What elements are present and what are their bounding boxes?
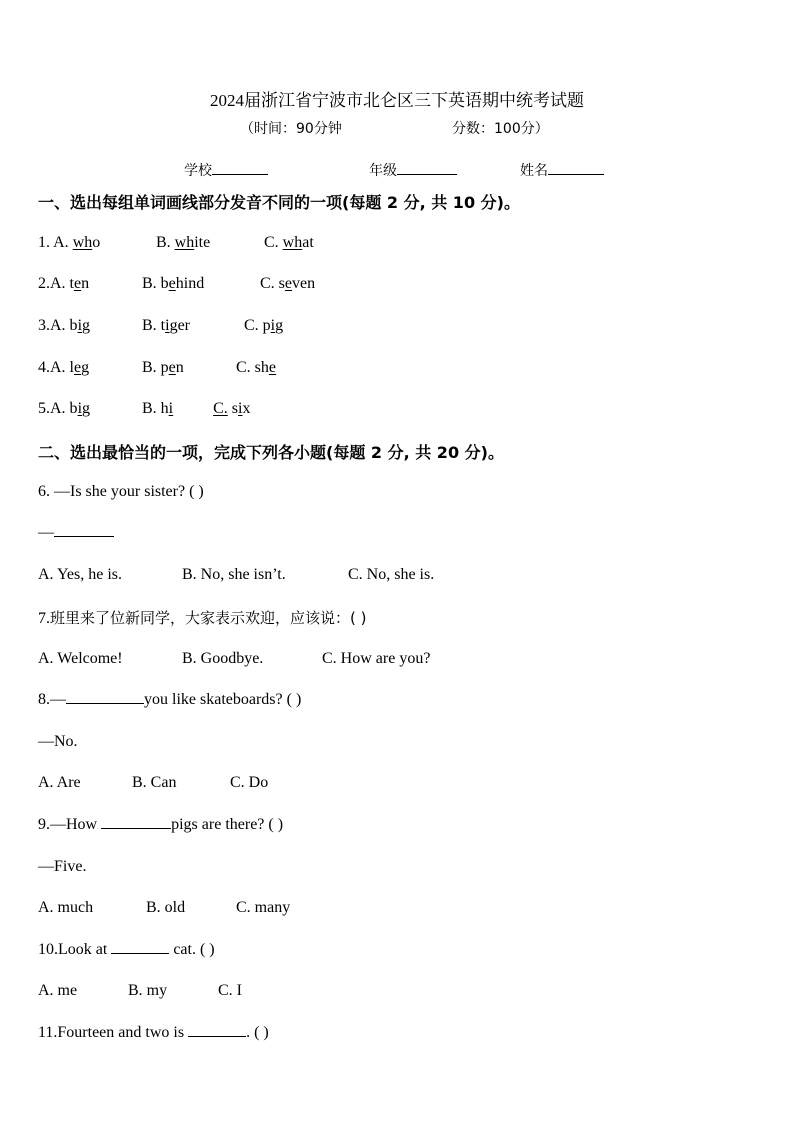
school-field <box>184 160 268 180</box>
question-6-stem: 6. —Is she your sister? ( ) <box>38 483 204 500</box>
grade-blank <box>397 162 457 175</box>
q7-option-c: C. How are you? <box>322 650 431 667</box>
q8-option-a: A. Are <box>38 774 81 791</box>
question-9-reply: —Five. <box>38 858 87 875</box>
question-10-stem: 10.Look at cat. ( ) <box>38 941 215 958</box>
q2-option-c: C. seven <box>260 275 316 292</box>
question-8-reply: —No. <box>38 733 78 750</box>
q9-option-b: B. old <box>146 899 186 916</box>
q7-option-a: A. Welcome! <box>38 650 123 667</box>
q1-number: 1. <box>38 234 54 251</box>
q10-option-b: B. my <box>128 982 168 999</box>
question-6-options <box>38 566 435 584</box>
q5-number: 5. <box>38 400 50 417</box>
exam-time: （时间：90分钟 <box>240 121 342 137</box>
q1-option-c: C. what <box>264 234 314 251</box>
section-2-heading: 二、选出最恰当的一项，完成下列各小题(每题 2 分, 共 20 分)。 <box>38 443 504 462</box>
question-7-stem: 7.班里来了位新同学，大家表示欢迎，应该说：( ) <box>38 609 367 627</box>
school-blank <box>212 162 268 175</box>
q2-option-b: B. behind <box>142 275 205 292</box>
name-label: 姓名 <box>520 163 548 179</box>
question-3 <box>38 317 284 335</box>
q4-option-b: B. pen <box>142 359 184 376</box>
q3-option-c: C. pig <box>244 317 284 334</box>
question-8-stem: 8.— you like skateboards? ( ) <box>38 691 302 708</box>
q1-option-b: B. white <box>156 234 211 251</box>
question-4 <box>38 359 277 377</box>
q2-number: 2. <box>38 275 50 292</box>
q9-blank <box>101 816 171 829</box>
q4-option-a: A. leg <box>50 359 90 376</box>
q8-option-c: C. Do <box>230 774 269 791</box>
q3-option-b: B. tiger <box>142 317 191 334</box>
q6-option-c: C. No, she is. <box>348 566 435 583</box>
question-6-answer-line: — <box>38 524 114 542</box>
exam-title: 2024届浙江省宁波市北仑区三下英语期中统考试题 <box>210 91 584 110</box>
q6-blank <box>54 524 114 537</box>
q11-blank <box>188 1024 246 1037</box>
q3-option-a: A. big <box>50 317 91 334</box>
q6-option-b: B. No, she isn’t. <box>182 566 286 583</box>
q5-option-a: A. big <box>50 400 91 417</box>
q4-option-c: C. she <box>236 359 277 376</box>
q9-option-a: A. much <box>38 899 94 916</box>
question-10-options <box>38 982 242 1000</box>
grade-field <box>369 160 457 180</box>
q8-option-b: B. Can <box>132 774 177 791</box>
question-11-stem: 11.Fourteen and two is . ( ) <box>38 1024 269 1041</box>
question-7-options <box>38 650 431 668</box>
q10-option-a: A. me <box>38 982 78 999</box>
grade-label: 年级 <box>369 163 397 179</box>
q3-number: 3. <box>38 317 50 334</box>
question-1 <box>38 234 314 252</box>
q5-option-b-and-c: B. hi C. six <box>142 400 251 417</box>
exam-score: 分数：100分） <box>452 121 549 137</box>
q8-blank <box>66 691 144 704</box>
q1-option-a: A. who <box>53 234 101 251</box>
question-8-options <box>38 774 269 792</box>
q2-option-a: A. ten <box>50 275 90 292</box>
name-field <box>520 160 604 180</box>
school-label: 学校 <box>184 163 212 179</box>
question-2 <box>38 275 316 293</box>
q10-option-c: C. I <box>218 982 242 999</box>
q9-option-c: C. many <box>236 899 291 916</box>
q6-option-a: A. Yes, he is. <box>38 566 123 583</box>
q4-number: 4. <box>38 359 50 376</box>
name-blank <box>548 162 604 175</box>
q10-blank <box>111 941 169 954</box>
section-1-heading: 一、选出每组单词画线部分发音不同的一项(每题 2 分, 共 10 分)。 <box>38 193 520 212</box>
q7-option-b: B. Goodbye. <box>182 650 264 667</box>
question-9-stem: 9.—How pigs are there? ( ) <box>38 816 284 833</box>
question-5 <box>38 400 251 418</box>
question-9-options <box>38 899 291 917</box>
